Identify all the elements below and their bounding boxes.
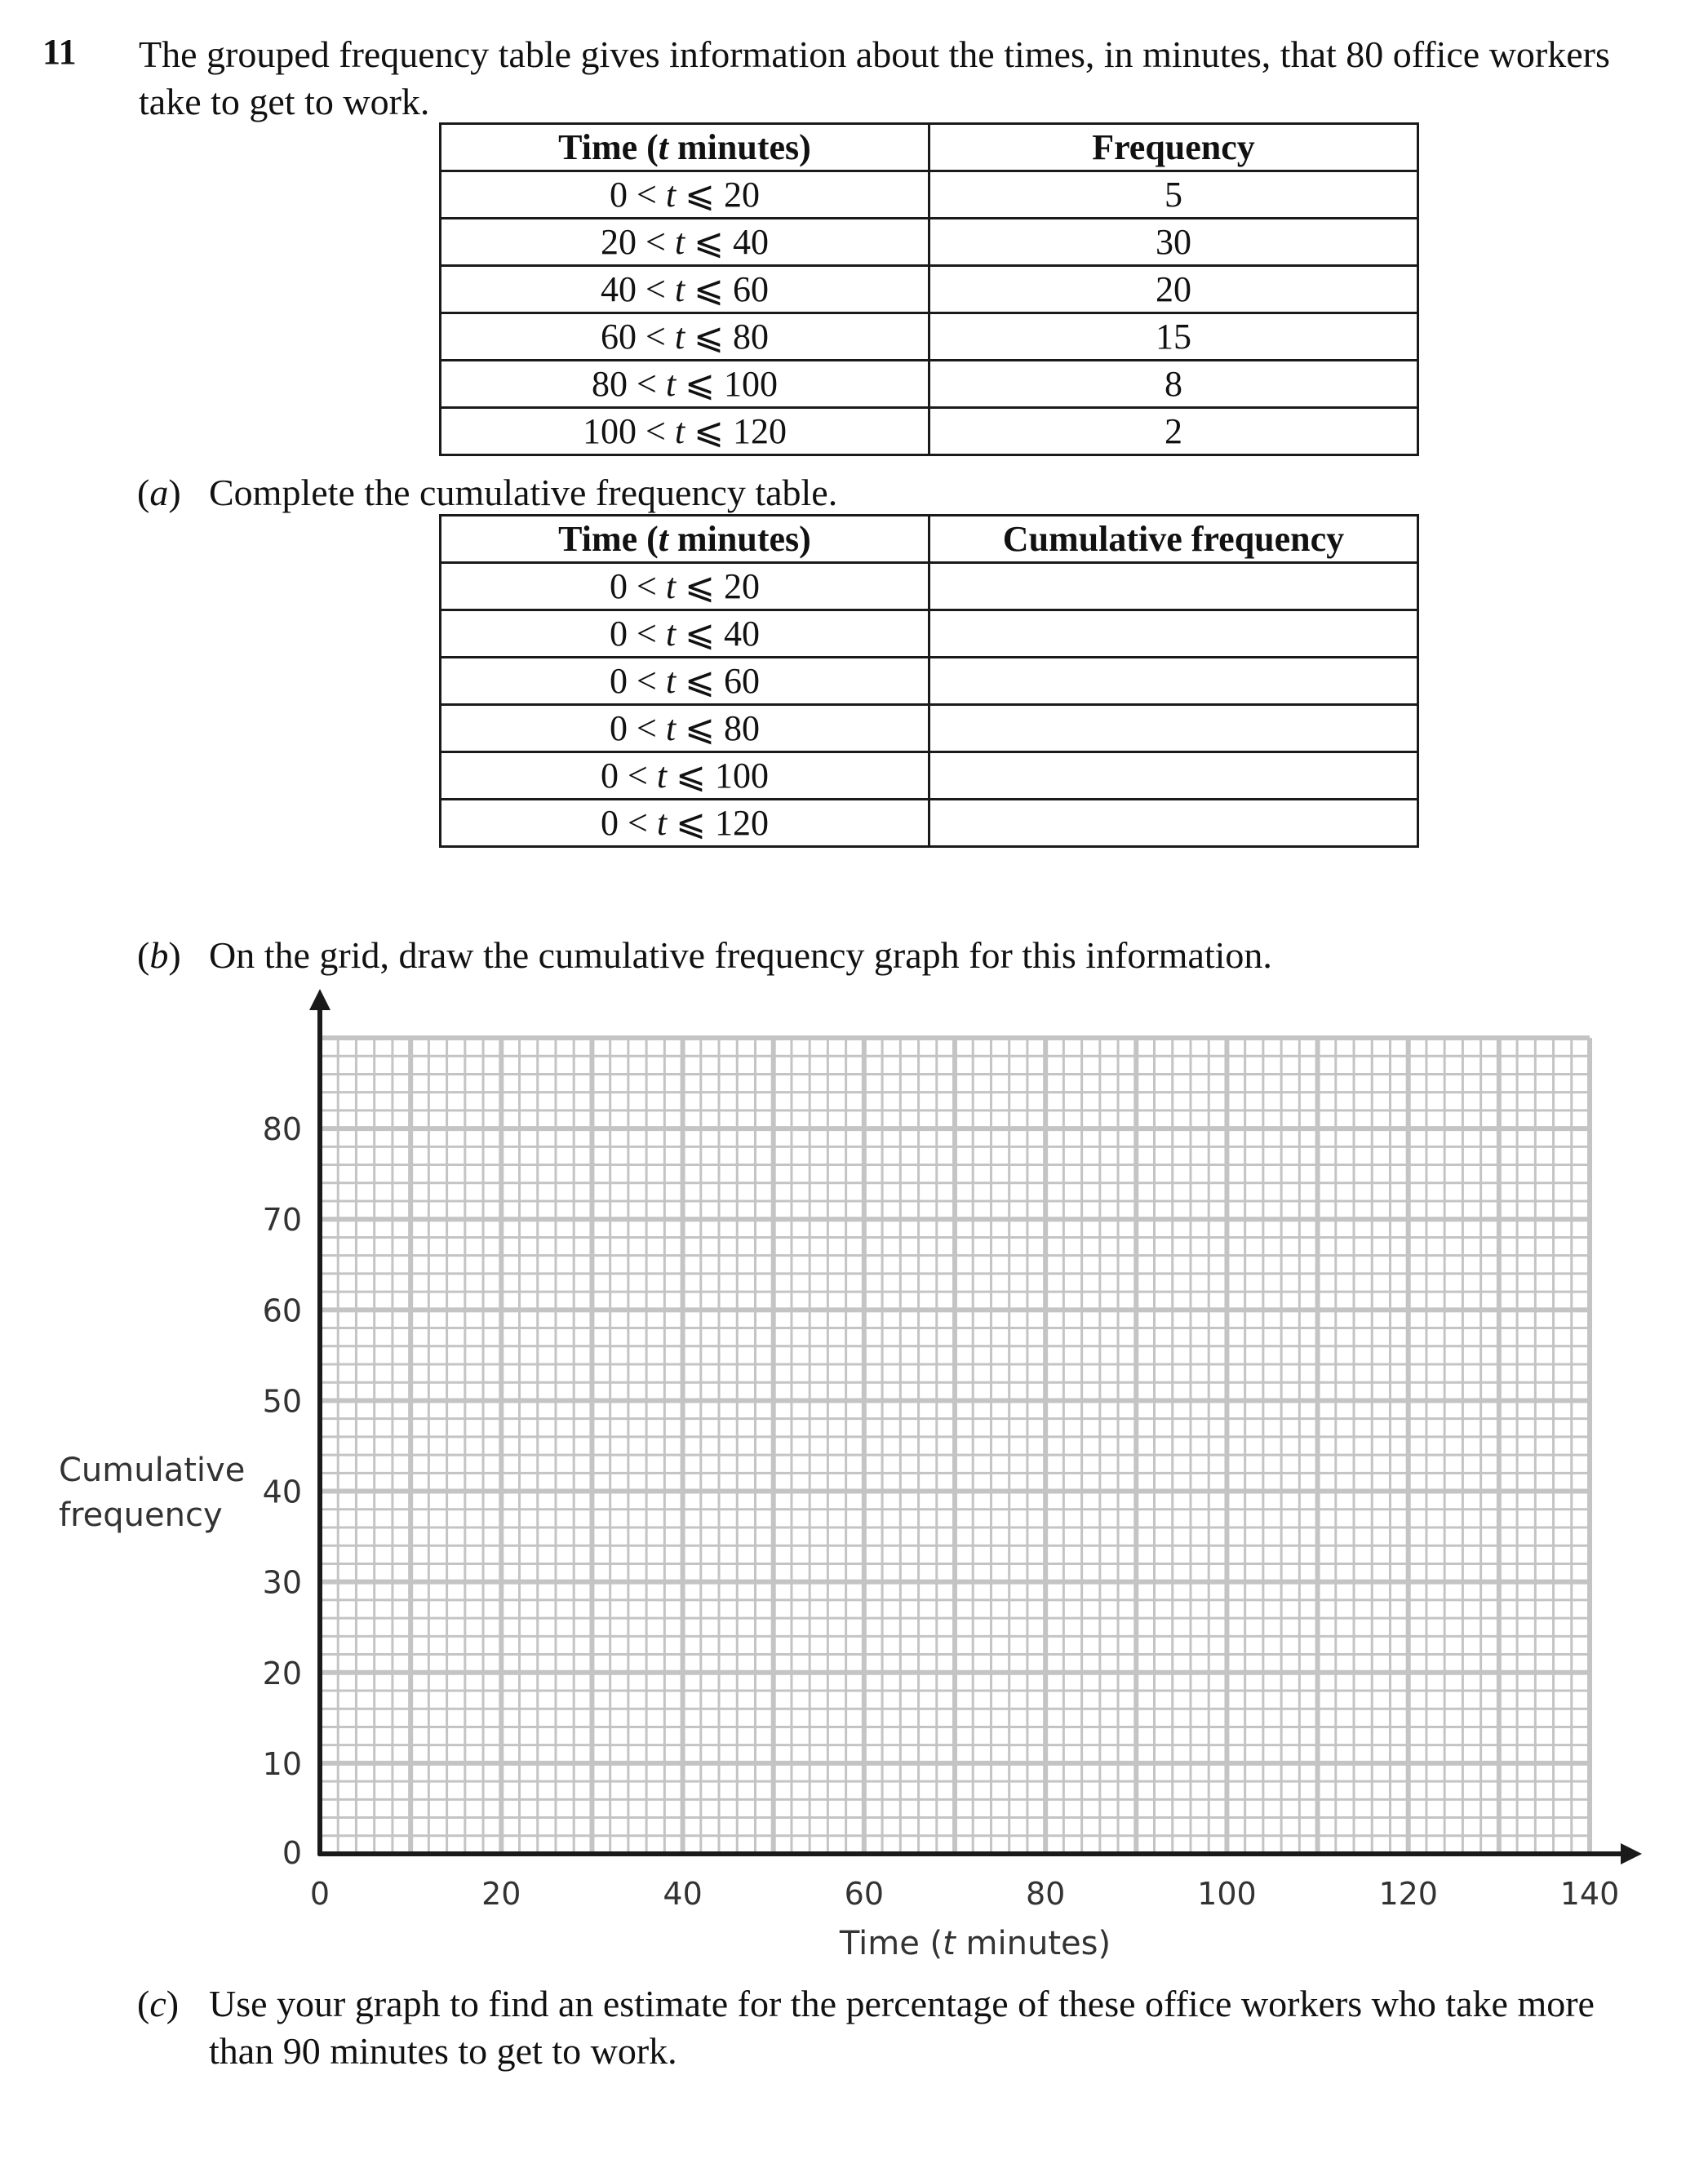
frequency-cell: 30 bbox=[929, 219, 1418, 266]
less-than-symbol: < bbox=[637, 222, 675, 262]
x-axis-label-suffix: minutes) bbox=[955, 1925, 1111, 1962]
y-tick-label: 70 bbox=[262, 1202, 302, 1239]
y-tick-label: 50 bbox=[262, 1383, 302, 1420]
less-equal-symbol: ⩽ bbox=[667, 803, 715, 843]
y-tick-labels bbox=[263, 1111, 302, 1871]
frequency-table-row bbox=[441, 408, 1418, 455]
less-equal-symbol: ⩽ bbox=[676, 661, 724, 701]
interval-cell bbox=[441, 752, 929, 800]
interval-var: t bbox=[656, 756, 668, 796]
less-than-symbol: < bbox=[637, 317, 675, 357]
interval-high: 80 bbox=[723, 708, 760, 748]
interval-low: 0 bbox=[610, 566, 628, 606]
frequency-cell: 5 bbox=[929, 171, 1418, 219]
less-than-symbol: < bbox=[619, 803, 657, 843]
cumulative-frequency-answer-cell[interactable] bbox=[929, 658, 1418, 705]
less-than-symbol: < bbox=[628, 661, 666, 701]
interval-cell bbox=[441, 705, 929, 752]
interval-low: 0 bbox=[601, 756, 619, 796]
less-equal-symbol: ⩽ bbox=[676, 175, 724, 215]
time-header-suffix: minutes) bbox=[668, 127, 811, 167]
cf-time-header bbox=[441, 516, 929, 563]
x-axis-label-prefix: Time ( bbox=[839, 1925, 943, 1962]
cf-time-header-var: t bbox=[658, 519, 669, 559]
interval-high: 100 bbox=[723, 364, 778, 404]
y-tick-label: 40 bbox=[262, 1474, 302, 1510]
part-c-label: c bbox=[149, 1983, 166, 2024]
interval-high: 120 bbox=[714, 803, 769, 843]
interval-low: 0 bbox=[610, 708, 628, 748]
frequency-table bbox=[439, 122, 1419, 456]
cumulative-frequency-answer-cell[interactable] bbox=[929, 752, 1418, 800]
cumulative-frequency-answer-cell[interactable] bbox=[929, 610, 1418, 658]
time-header bbox=[441, 124, 929, 171]
frequency-cell: 2 bbox=[929, 408, 1418, 455]
less-than-symbol: < bbox=[628, 708, 666, 748]
cf-time-header-suffix: minutes) bbox=[668, 519, 811, 559]
less-equal-symbol: ⩽ bbox=[685, 317, 733, 357]
interval-var: t bbox=[665, 661, 677, 701]
less-equal-symbol: ⩽ bbox=[676, 614, 724, 654]
question-intro: The grouped frequency table gives information about the times, in minutes, that 80 office workers take to get to work. bbox=[139, 33, 1610, 122]
part-c-text: Use your graph to find an estimate for the percentage of these office workers who take more than 90 minutes to get to work. bbox=[209, 1983, 1595, 2072]
interval-high: 20 bbox=[723, 175, 760, 215]
interval-high: 120 bbox=[732, 411, 787, 451]
grid-lines bbox=[320, 1038, 1590, 1854]
interval-low: 80 bbox=[592, 364, 628, 404]
cumulative-frequency-answer-cell[interactable] bbox=[929, 705, 1418, 752]
interval-high: 60 bbox=[723, 661, 760, 701]
cf-header: Cumulative frequency bbox=[929, 516, 1418, 563]
cumulative-frequency-answer-cell[interactable] bbox=[929, 800, 1418, 847]
interval-cell bbox=[441, 219, 929, 266]
cumulative-table-row bbox=[441, 610, 1418, 658]
frequency-header: Frequency bbox=[929, 124, 1418, 171]
interval-cell bbox=[441, 266, 929, 313]
interval-cell bbox=[441, 313, 929, 361]
interval-high: 80 bbox=[732, 317, 769, 357]
part-a-text: Complete the cumulative frequency table. bbox=[209, 472, 838, 513]
interval-var: t bbox=[674, 411, 685, 451]
part-a-label: a bbox=[149, 472, 169, 513]
interval-var: t bbox=[665, 708, 677, 748]
x-axis-label bbox=[839, 1925, 1111, 1962]
interval-cell bbox=[441, 658, 929, 705]
part-b-label: b bbox=[149, 934, 169, 976]
less-than-symbol: < bbox=[628, 364, 666, 404]
x-tick-label: 40 bbox=[663, 1876, 703, 1912]
less-than-symbol: < bbox=[628, 614, 666, 654]
time-header-prefix: Time ( bbox=[558, 127, 659, 167]
y-tick-label: 80 bbox=[262, 1111, 302, 1148]
cf-time-header-prefix: Time ( bbox=[558, 519, 659, 559]
frequency-cell: 15 bbox=[929, 313, 1418, 361]
interval-low: 100 bbox=[583, 411, 637, 451]
question-number: 11 bbox=[42, 32, 77, 72]
x-tick-label: 100 bbox=[1197, 1876, 1257, 1912]
interval-low: 0 bbox=[610, 614, 628, 654]
less-equal-symbol: ⩽ bbox=[685, 222, 733, 262]
less-than-symbol: < bbox=[628, 566, 666, 606]
interval-var: t bbox=[656, 803, 668, 843]
part-c: (c) Use your graph to find an estimate for the percentage of these office workers who take more than 90 minutes to get to work. bbox=[137, 1980, 1655, 2075]
interval-var: t bbox=[665, 566, 677, 606]
interval-cell bbox=[441, 361, 929, 408]
y-tick-label: 20 bbox=[262, 1655, 302, 1691]
y-axis-arrow-icon bbox=[309, 989, 331, 1010]
y-tick-label: 0 bbox=[282, 1835, 302, 1871]
x-tick-label: 140 bbox=[1559, 1876, 1620, 1912]
less-than-symbol: < bbox=[619, 756, 657, 796]
less-than-symbol: < bbox=[637, 411, 675, 451]
frequency-table-row bbox=[441, 266, 1418, 313]
frequency-table-header bbox=[441, 124, 1418, 171]
interval-var: t bbox=[665, 614, 677, 654]
cumulative-frequency-table bbox=[439, 514, 1419, 848]
interval-var: t bbox=[674, 317, 685, 357]
interval-cell bbox=[441, 563, 929, 610]
less-equal-symbol: ⩽ bbox=[667, 756, 715, 796]
time-header-var: t bbox=[658, 127, 669, 167]
frequency-cell: 8 bbox=[929, 361, 1418, 408]
interval-var: t bbox=[665, 364, 677, 404]
frequency-table-row bbox=[441, 171, 1418, 219]
y-axis-label-line1: Cumulative bbox=[59, 1452, 246, 1489]
cumulative-table-row bbox=[441, 800, 1418, 847]
frequency-table-row bbox=[441, 313, 1418, 361]
less-equal-symbol: ⩽ bbox=[676, 364, 724, 404]
less-than-symbol: < bbox=[628, 175, 666, 215]
frequency-table-row bbox=[441, 361, 1418, 408]
interval-high: 100 bbox=[714, 756, 769, 796]
interval-low: 60 bbox=[601, 317, 637, 357]
interval-cell bbox=[441, 171, 929, 219]
y-axis-label-line2: frequency bbox=[59, 1496, 223, 1534]
interval-var: t bbox=[665, 175, 677, 215]
x-tick-label: 80 bbox=[1025, 1876, 1066, 1912]
cumulative-frequency-answer-cell[interactable] bbox=[929, 563, 1418, 610]
interval-high: 40 bbox=[732, 222, 769, 262]
less-than-symbol: < bbox=[637, 269, 675, 309]
less-equal-symbol: ⩽ bbox=[685, 269, 733, 309]
interval-high: 20 bbox=[723, 566, 760, 606]
interval-var: t bbox=[674, 222, 685, 262]
x-axis-label-var: t bbox=[943, 1925, 956, 1962]
part-b-text: On the grid, draw the cumulative frequency graph for this information. bbox=[209, 934, 1272, 976]
interval-low: 20 bbox=[601, 222, 637, 262]
axes bbox=[309, 989, 1642, 1864]
interval-var: t bbox=[674, 269, 685, 309]
interval-cell bbox=[441, 408, 929, 455]
less-equal-symbol: ⩽ bbox=[685, 411, 733, 451]
cumulative-table-header bbox=[441, 516, 1418, 563]
x-tick-label: 120 bbox=[1378, 1876, 1438, 1912]
y-tick-label: 60 bbox=[262, 1292, 302, 1329]
cumulative-table-row bbox=[441, 658, 1418, 705]
less-equal-symbol: ⩽ bbox=[676, 566, 724, 606]
cumulative-frequency-grid[interactable] bbox=[0, 987, 1708, 1966]
interval-cell bbox=[441, 800, 929, 847]
x-tick-label: 0 bbox=[309, 1876, 331, 1912]
frequency-table-row bbox=[441, 219, 1418, 266]
x-tick-label: 60 bbox=[844, 1876, 885, 1912]
y-tick-label: 30 bbox=[262, 1564, 302, 1601]
x-tick-labels bbox=[310, 1876, 1619, 1912]
interval-low: 0 bbox=[601, 803, 619, 843]
interval-high: 60 bbox=[732, 269, 769, 309]
part-b: (b) On the grid, draw the cumulative frequency graph for this information. bbox=[137, 932, 1655, 979]
interval-low: 0 bbox=[610, 175, 628, 215]
interval-high: 40 bbox=[723, 614, 760, 654]
x-axis-arrow-icon bbox=[1621, 1843, 1642, 1864]
interval-low: 40 bbox=[601, 269, 637, 309]
cumulative-table-row bbox=[441, 752, 1418, 800]
interval-low: 0 bbox=[610, 661, 628, 701]
part-a: (a) Complete the cumulative frequency table. bbox=[137, 469, 1655, 517]
cumulative-table-row bbox=[441, 563, 1418, 610]
interval-cell bbox=[441, 610, 929, 658]
less-equal-symbol: ⩽ bbox=[676, 708, 724, 748]
frequency-cell: 20 bbox=[929, 266, 1418, 313]
x-tick-label: 20 bbox=[481, 1876, 521, 1912]
cumulative-table-row bbox=[441, 705, 1418, 752]
y-tick-label: 10 bbox=[262, 1745, 302, 1782]
